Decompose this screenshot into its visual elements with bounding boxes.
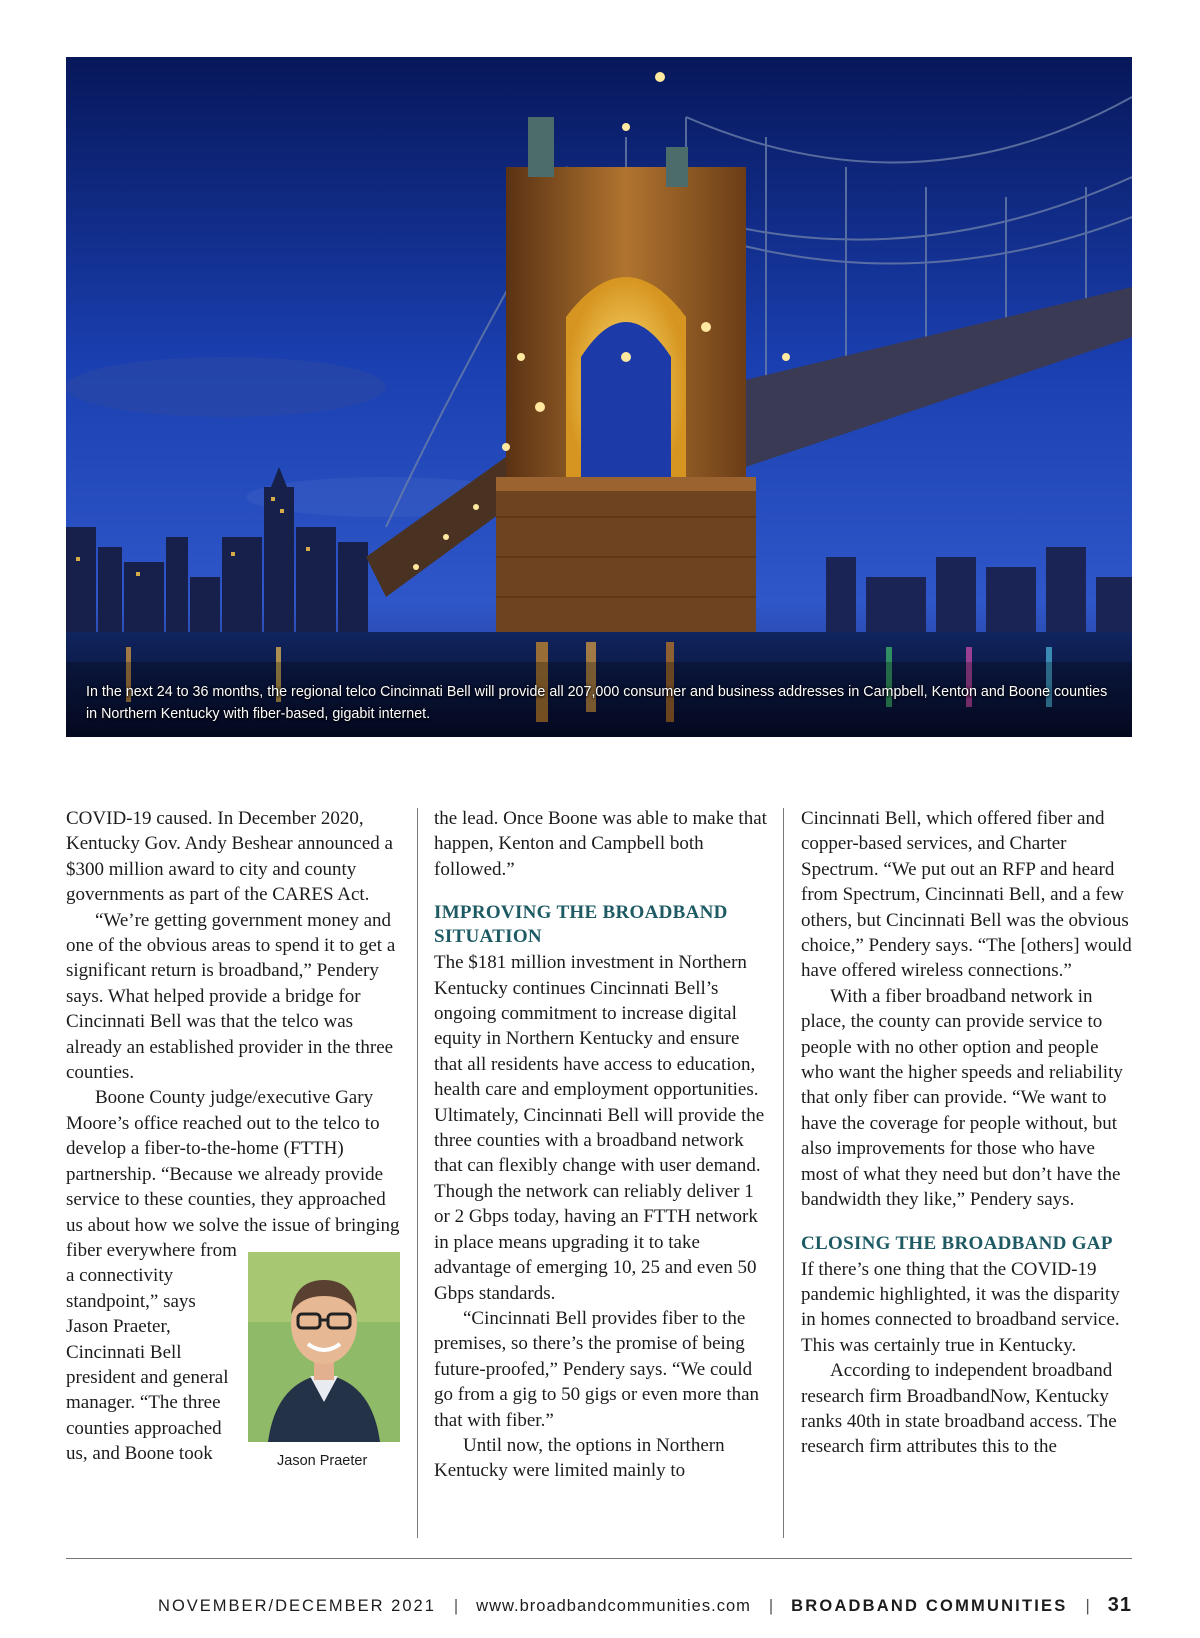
column-1	[66, 806, 400, 1546]
column-3	[801, 806, 1135, 1546]
footer-separator: |	[453, 1597, 459, 1615]
footer-separator: |	[1085, 1597, 1090, 1615]
portrait-caption: Jason Praeter	[277, 1452, 368, 1469]
paragraph: the lead. Once Boone was able to make that happen, Kenton and Campbell both followed.”	[434, 808, 767, 880]
column-divider	[417, 808, 418, 1538]
magazine-name: BROADBAND COMMUNITIES	[791, 1597, 1068, 1615]
portrait-photo	[248, 1252, 400, 1442]
paragraph	[66, 1085, 400, 1469]
paragraph: According to independent broadband research firm BroadbandNow, Kentucky ranks 40th in state broadband access. The research firm attributes this to the	[801, 1360, 1117, 1458]
footer-rule	[66, 1558, 1132, 1559]
footer-separator: |	[768, 1597, 774, 1615]
portrait-figure	[248, 1252, 400, 1471]
paragraph: COVID-19 caused. In December 2020, Kentucky Gov. Andy Beshear announced a $300 million award to city and county governments as part of the CARES Act.	[66, 808, 393, 906]
paragraph: “We’re getting government money and one of the obvious areas to spend it to get a significant return is broadband,” Pendery says. What helped provide a bridge for Cincinnati Bell was that the telco was already an established provider in the three counties.	[66, 909, 396, 1084]
website-link[interactable]: www.broadbandcommunities.com	[476, 1597, 751, 1615]
paragraph: “Cincinnati Bell provides fiber to the premises, so there’s the promise of being future-proofed,” Pendery says. “We could go from a gig to 50 gigs or even more than that with fiber.”	[434, 1307, 760, 1431]
section-heading: CLOSING THE BROADBAND GAP	[801, 1232, 1113, 1254]
paragraph: The $181 million investment in Northern Kentucky continues Cincinnati Bell’s ongoing commitment to increase digital equity in Northern Kentucky and ensure that all residents have access to education, health care and employment opportunities. Ultimately, Cincinnati Bell will provide the three counties with a broadband network that can flexibly change with user demand. Though the network can reliably deliver 1 or 2 Gbps today, having an FTTH network in place means upgrading it to take advantage of emerging 10, 25 and even 50 Gbps standards.	[434, 952, 765, 1304]
section-heading: IMPROVING THE BROADBAND SITUATION	[434, 902, 728, 948]
page-number: 31	[1107, 1594, 1132, 1616]
bridge-illustration	[66, 57, 1132, 737]
paragraph: Until now, the options in Northern Kentucky were limited mainly to	[434, 1434, 725, 1482]
column-2	[434, 806, 770, 1546]
paragraph: Cincinnati Bell, which offered fiber and copper-based services, and Charter Spectrum. “We put out an RFP and heard from Spectrum, Cincinnati Bell, and a few others, but Cincinnati Bell was the obvious choice,” Pendery says. “The [others] would have offered wireless connections.”	[801, 808, 1132, 982]
paragraph: If there’s one thing that the COVID-19 pandemic highlighted, it was the disparity in homes connected to broadband service. This was certainly true in Kentucky.	[801, 1258, 1120, 1356]
issue-date: NOVEMBER/DECEMBER 2021	[158, 1597, 436, 1615]
paragraph-text-lead: Boone County judge/executive Gary Moore’s office reached out to the telco to develop a fiber-to-the-home (FTTH) partnership. “Because we already provide service to these counties, they approached us about how we solve the issue of bringing fiber everywhere from	[66, 1087, 400, 1261]
photo-caption: In the next 24 to 36 months, the regional telco Cincinnati Bell will provide all 207,000 consumer and business addresses in Campbell, Kenton and Boone counties in Northern Kentucky with fiber-based, gigabit internet.	[86, 684, 1108, 722]
person-portrait-illustration	[248, 1252, 400, 1442]
column-divider	[783, 808, 784, 1538]
bridge-photo	[66, 57, 1132, 737]
page-footer	[66, 1594, 1132, 1617]
paragraph: With a fiber broadband network in place, the county can provide service to people with no other option and people who want the higher speeds and reliability that only fiber can provide. “We want to have the coverage for people without, but also improvements for those who have most of what they need but don’t have the bandwidth they like,” Pendery says.	[801, 985, 1123, 1211]
paragraph-text-wrap: a connectivity standpoint,” says Jason Praeter, Cincinnati Bell president and general manager. “The three counties approached us, and Boone took	[66, 1265, 229, 1465]
